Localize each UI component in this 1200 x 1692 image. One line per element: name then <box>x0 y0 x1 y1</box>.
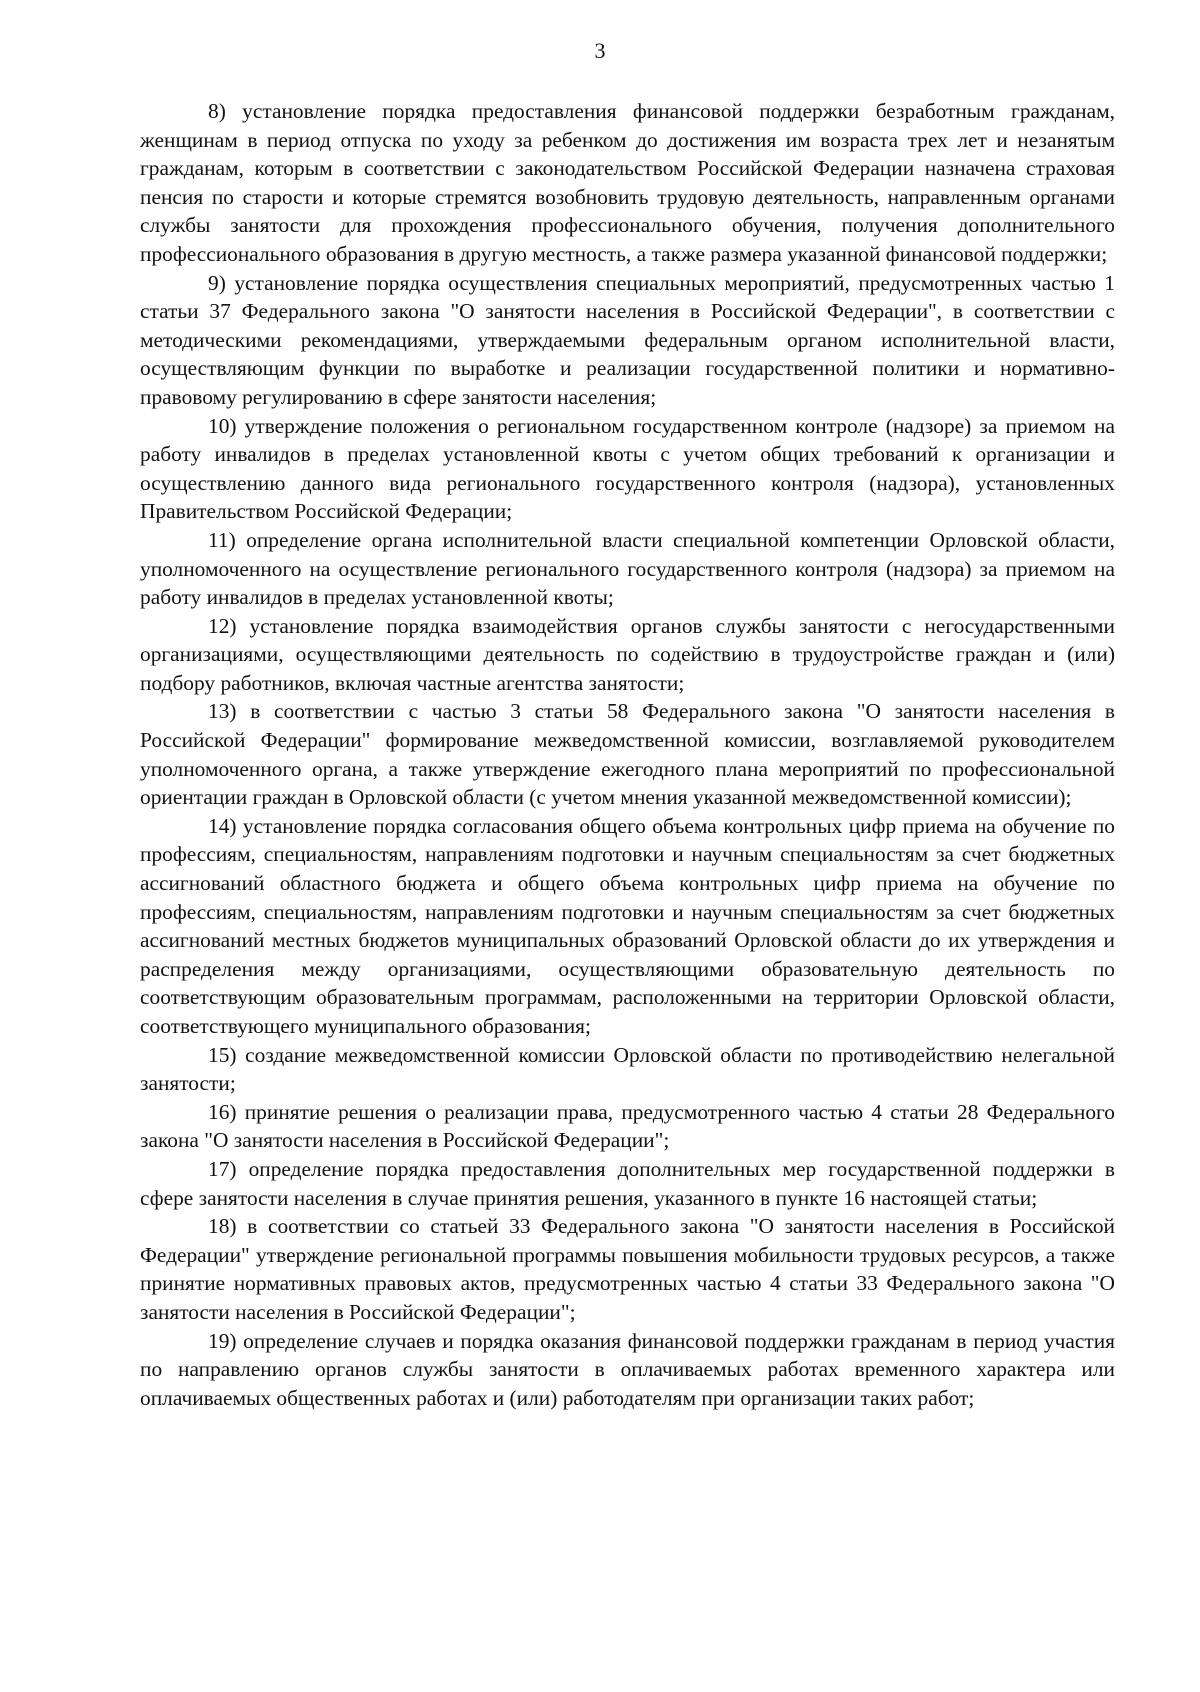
list-item-15: 15) создание межведомственной комиссии Орловской области по противодействию нелегальной занятости; <box>140 1042 1115 1096</box>
document-body <box>140 97 1115 1412</box>
list-item-17: 17) определение порядка предоставления дополнительных мер государственной поддержки в сфере занятости населения в случае принятия решения, указанного в пункте 16 настоящей статьи; <box>140 1156 1115 1210</box>
list-item-10: 10) утверждение положения о региональном государственном контроле (надзоре) за приемом на работу инвалидов в пределах установленной квоты с учетом общих требований к организации и осуществлению данного вида регионального государственного контроля (надзора), установленных Правительством Российской Федерации; <box>140 413 1115 524</box>
list-item-19: 19) определение случаев и порядка оказания финансовой поддержки гражданам в период участия по направлению органов службы занятости в оплачиваемых работах временного характера или оплачиваемых общественных работах и (или) работодателям при организации таких работ; <box>140 1328 1115 1410</box>
list-item-12: 12) установление порядка взаимодействия органов службы занятости с негосударственными организациями, осуществляющими деятельность по содействию в трудоустройстве граждан и (или) подбору работников, включая частные агентства занятости; <box>140 613 1115 695</box>
list-item-8: 8) установление порядка предоставления финансовой поддержки безработным гражданам, женщинам в период отпуска по уходу за ребенком до достижения им возраста трех лет и незанятым гражданам, которым в соответствии с законодательством Российской Федерации назначена страховая пенсия по старости и которые стремятся возобновить трудовую деятельность, направленным органами службы занятости для прохождения профессионального обучения, получения дополнительного профессионального образования в другую местность, а также размера указанной финансовой поддержки; <box>140 99 1115 266</box>
list-item-18: 18) в соответствии со статьей 33 Федерального закона "О занятости населения в Российской Федерации" утверждение региональной программы повышения мобильности трудовых ресурсов, а также принятие нормативных правовых актов, предусмотренных частью 4 статьи 33 Федерального закона "О занятости населения в Российской Федерации"; <box>140 1214 1115 1324</box>
list-item-16: 16) принятие решения о реализации права, предусмотренного частью 4 статьи 28 Федерального закона "О занятости населения в Российской Федерации"; <box>140 1099 1115 1153</box>
list-item-11: 11) определение органа исполнительной власти специальной компетенции Орловской области, уполномоченного на осуществление регионального государственного контроля (надзора) за приемом на работу инвалидов в пределах установленной квоты; <box>140 527 1115 610</box>
page-number: 3 <box>594 38 606 63</box>
list-item-9: 9) установление порядка осуществления специальных мероприятий, предусмотренных частью 1 статьи 37 Федерального закона "О занятости населения в Российской Федерации", в соответствии с методическими рекомендациями, утверждаемыми федеральным органом исполнительной власти, осуществляющим функции по выработке и реализации государственной политики и нормативно-правовому регулированию в сфере занятости населения; <box>140 270 1115 409</box>
list-item-13: 13) в соответствии с частью 3 статьи 58 Федерального закона "О занятости населения в Российской Федерации" формирование межведомственной комиссии, возглавляемой руководителем уполномоченного органа, а также утверждение ежегодного плана мероприятий по профессиональной ориентации граждан в Орловской области (с учетом мнения указанной межведомственной комиссии); <box>140 699 1115 810</box>
list-item-14: 14) установление порядка согласования общего объема контрольных цифр приема на обучение по профессиям, специальностям, направлениям подготовки и научным специальностям за счет бюджетных ассигнований областного бюджета и общего объема контрольных цифр приема на обучение по профессиям, специальностям, направлениям подготовки и научным специальностям за счет бюджетных ассигнований местных бюджетов муниципальных образований Орловской области до их утверждения и распределения между организациями, осуществляющими образовательную деятельность по соответствующим образовательным программам, расположенными на территории Орловской области, соответствующего муниципального образования; <box>140 813 1115 1038</box>
